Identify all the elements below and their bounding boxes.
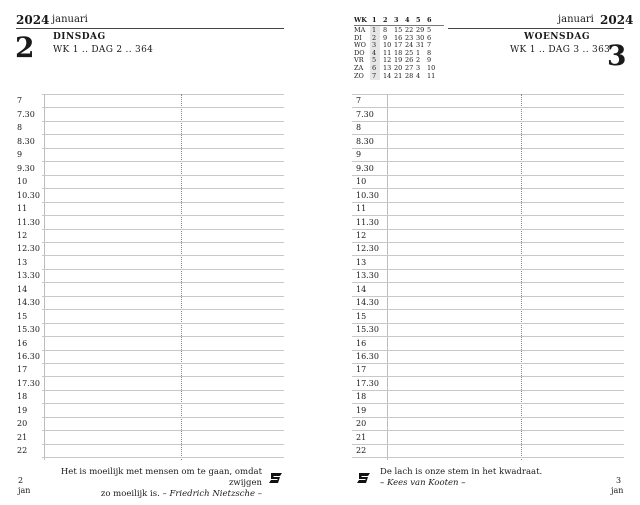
mini-calendar-date: 24 bbox=[405, 41, 414, 50]
mini-calendar-weekday: VR bbox=[354, 56, 364, 65]
mini-calendar-header-cell: 1 bbox=[372, 16, 377, 24]
right-time-label: 17.30 bbox=[356, 378, 379, 388]
right-row-line bbox=[352, 134, 624, 135]
left-day-name: DINSDAG bbox=[53, 32, 106, 42]
left-time-label: 17 bbox=[17, 365, 28, 375]
right-row-line bbox=[352, 175, 624, 176]
right-row-line bbox=[352, 296, 624, 297]
mini-calendar-date: 30 bbox=[416, 33, 425, 42]
left-time-label: 13 bbox=[17, 257, 28, 267]
right-row-line bbox=[352, 323, 624, 324]
left-row-line bbox=[42, 417, 284, 418]
mini-calendar-date: 1 bbox=[372, 26, 377, 34]
left-footer-month: jan bbox=[18, 486, 31, 495]
left-row-line bbox=[42, 296, 284, 297]
right-grid-divider bbox=[521, 94, 522, 460]
mini-calendar-date: 6 bbox=[372, 64, 377, 72]
right-time-label: 7 bbox=[356, 96, 362, 106]
left-time-label: 11.30 bbox=[17, 217, 40, 227]
left-time-label: 14 bbox=[17, 284, 28, 294]
right-row-line bbox=[352, 282, 624, 283]
mini-calendar-weekday: DO bbox=[354, 48, 365, 57]
left-row-line bbox=[42, 107, 284, 108]
left-time-label: 8 bbox=[17, 123, 23, 133]
left-time-label: 9.30 bbox=[17, 163, 35, 173]
left-time-label: 22 bbox=[17, 446, 28, 456]
right-row-line bbox=[352, 121, 624, 122]
left-week-line: WK 1 .. DAG 2 .. 364 bbox=[53, 45, 154, 55]
right-time-label: 13.30 bbox=[356, 271, 379, 281]
left-row-line bbox=[42, 350, 284, 351]
mini-calendar-date: 25 bbox=[405, 48, 414, 57]
mini-calendar-header-cell: 3 bbox=[394, 16, 399, 24]
left-quote-author: Friedrich Nietzsche bbox=[169, 489, 256, 499]
right-time-label: 15 bbox=[356, 311, 367, 321]
right-quote-author: – Kees van Kooten – bbox=[380, 478, 466, 488]
left-row-line bbox=[42, 363, 284, 364]
mini-calendar-date: 14 bbox=[383, 71, 392, 80]
right-row-line bbox=[352, 457, 624, 458]
left-row-line bbox=[42, 309, 284, 310]
mini-calendar-date: 10 bbox=[427, 64, 436, 72]
right-time-label: 14 bbox=[356, 284, 367, 294]
left-time-label: 10 bbox=[17, 177, 28, 187]
left-day-number: 2 bbox=[15, 31, 35, 64]
mini-calendar-date: 7 bbox=[427, 41, 432, 50]
left-grid-divider bbox=[181, 94, 182, 460]
right-time-label: 15.30 bbox=[356, 325, 379, 335]
mini-calendar-date: 18 bbox=[394, 48, 403, 57]
mini-calendar-date: 16 bbox=[394, 33, 403, 42]
mini-calendar-header-cell: 4 bbox=[405, 16, 410, 24]
mini-calendar-date: 2 bbox=[416, 56, 421, 65]
mini-calendar-date: 17 bbox=[394, 41, 403, 50]
right-time-label: 11.30 bbox=[356, 217, 379, 227]
right-row-line bbox=[352, 269, 624, 270]
right-row-line bbox=[352, 161, 624, 162]
left-time-label: 11 bbox=[17, 204, 28, 214]
left-time-label: 7.30 bbox=[17, 109, 35, 119]
mini-calendar-date: 8 bbox=[427, 48, 432, 57]
right-time-label: 12 bbox=[356, 230, 367, 240]
mini-calendar-date: 15 bbox=[394, 26, 403, 34]
right-quote bbox=[380, 467, 600, 489]
mini-calendar-date: 5 bbox=[372, 56, 377, 65]
left-row-line bbox=[42, 336, 284, 337]
left-row-line bbox=[42, 323, 284, 324]
right-time-label: 18 bbox=[356, 392, 367, 402]
right-time-label: 20 bbox=[356, 419, 367, 429]
mini-calendar-date: 31 bbox=[416, 41, 425, 50]
left-year: 2024 bbox=[16, 13, 50, 27]
left-time-label: 16.30 bbox=[17, 352, 40, 361]
mini-calendar-date: 10 bbox=[383, 41, 392, 50]
left-time-label: 10.30 bbox=[17, 190, 40, 200]
left-row-line bbox=[42, 215, 284, 216]
right-header-rule bbox=[448, 28, 624, 29]
mini-calendar-date: 23 bbox=[405, 33, 414, 42]
right-time-label: 16 bbox=[356, 338, 367, 348]
left-time-label: 12 bbox=[17, 230, 28, 240]
left-row-line bbox=[42, 390, 284, 391]
right-time-label: 8 bbox=[356, 123, 362, 133]
right-time-label: 16.30 bbox=[356, 352, 379, 361]
mini-calendar-date: 11 bbox=[427, 71, 436, 80]
mini-calendar-date: 4 bbox=[416, 71, 421, 80]
brand-logo-right-icon bbox=[356, 471, 372, 485]
right-grid-top bbox=[352, 94, 624, 95]
right-time-label: 19 bbox=[356, 405, 367, 415]
right-time-label: 8.30 bbox=[356, 136, 374, 146]
right-row-line bbox=[352, 215, 624, 216]
left-time-label: 19 bbox=[17, 405, 28, 415]
right-day-name: WOENSDAG bbox=[524, 32, 591, 42]
right-row-line bbox=[352, 403, 624, 404]
left-time-label: 15.30 bbox=[17, 325, 40, 335]
right-quote-line1: De lach is onze stem in het kwadraat. bbox=[380, 467, 543, 477]
left-row-line bbox=[42, 121, 284, 122]
right-footer-month: jan bbox=[611, 486, 624, 495]
right-footer-day: 3 bbox=[616, 476, 622, 485]
left-row-line bbox=[42, 148, 284, 149]
right-row-line bbox=[352, 390, 624, 391]
right-row-line bbox=[352, 363, 624, 364]
right-row-line bbox=[352, 148, 624, 149]
left-grid-margin bbox=[44, 94, 45, 460]
mini-calendar-date: 7 bbox=[372, 71, 377, 80]
left-month: januari bbox=[52, 14, 88, 25]
mini-calendar-weekday: DI bbox=[354, 33, 362, 42]
right-time-label: 11 bbox=[356, 204, 367, 214]
mini-calendar-date: 29 bbox=[416, 26, 425, 34]
mini-calendar-weekday: WO bbox=[354, 41, 367, 50]
mini-calendar-date: 22 bbox=[405, 26, 414, 34]
left-row-line bbox=[42, 282, 284, 283]
left-header-rule bbox=[16, 28, 284, 29]
right-row-line bbox=[352, 350, 624, 351]
mini-calendar-date: 9 bbox=[427, 56, 432, 65]
left-row-line bbox=[42, 229, 284, 230]
right-time-label: 12.30 bbox=[356, 244, 379, 254]
right-time-label: 17 bbox=[356, 365, 367, 375]
mini-calendar-date: 13 bbox=[383, 64, 392, 72]
right-year: 2024 bbox=[600, 13, 634, 27]
right-row-line bbox=[352, 188, 624, 189]
right-time-label: 10 bbox=[356, 177, 367, 187]
left-quote-line2 bbox=[52, 489, 262, 500]
left-time-label: 14.30 bbox=[17, 298, 40, 308]
mini-calendar-header-cell: 2 bbox=[383, 16, 388, 24]
left-row-line bbox=[42, 403, 284, 404]
left-row-line bbox=[42, 430, 284, 431]
mini-calendar-date: 4 bbox=[372, 48, 377, 57]
right-day-number: 3 bbox=[607, 39, 627, 72]
left-row-line bbox=[42, 376, 284, 377]
left-grid-top bbox=[42, 94, 284, 95]
brand-logo-left-icon bbox=[268, 471, 284, 485]
right-time-label: 21 bbox=[356, 432, 367, 442]
mini-calendar-weekday: MA bbox=[354, 26, 366, 34]
left-row-line bbox=[42, 134, 284, 135]
left-row-line bbox=[42, 269, 284, 270]
right-row-line bbox=[352, 202, 624, 203]
mini-calendar-date: 11 bbox=[383, 48, 392, 57]
left-footer-day: 2 bbox=[18, 476, 24, 485]
left-time-label: 13.30 bbox=[17, 271, 40, 281]
right-row-line bbox=[352, 336, 624, 337]
left-row-line bbox=[42, 161, 284, 162]
right-row-line bbox=[352, 444, 624, 445]
mini-calendar-date: 8 bbox=[383, 26, 388, 34]
mini-calendar-header-cell: WK bbox=[354, 16, 367, 24]
left-row-line bbox=[42, 202, 284, 203]
mini-calendar-date: 28 bbox=[405, 71, 414, 80]
left-time-label: 20 bbox=[17, 419, 28, 429]
left-row-line bbox=[42, 444, 284, 445]
left-row-line bbox=[42, 188, 284, 189]
mini-calendar-weekday: ZA bbox=[354, 64, 364, 72]
mini-calendar-date: 2 bbox=[372, 33, 377, 42]
mini-calendar-weekday: ZO bbox=[354, 71, 364, 80]
right-grid-margin bbox=[387, 94, 388, 460]
left-time-label: 8.30 bbox=[17, 136, 35, 146]
right-time-label: 9 bbox=[356, 150, 362, 160]
mini-calendar-header-cell: 6 bbox=[427, 16, 432, 24]
right-month: januari bbox=[558, 14, 594, 25]
left-time-label: 9 bbox=[17, 150, 23, 160]
mini-calendar-date: 6 bbox=[427, 33, 432, 42]
mini-calendar-date: 3 bbox=[372, 41, 377, 50]
mini-calendar-date: 1 bbox=[416, 48, 421, 57]
mini-calendar-date: 26 bbox=[405, 56, 414, 65]
left-time-label: 17.30 bbox=[17, 378, 40, 388]
right-time-label: 22 bbox=[356, 446, 367, 456]
right-row-line bbox=[352, 309, 624, 310]
mini-calendar-date: 27 bbox=[405, 64, 414, 72]
right-row-line bbox=[352, 242, 624, 243]
right-row-line bbox=[352, 430, 624, 431]
mini-calendar-date: 3 bbox=[416, 64, 421, 72]
mini-calendar-date: 20 bbox=[394, 64, 403, 72]
left-time-label: 15 bbox=[17, 311, 28, 321]
mini-calendar-date: 5 bbox=[427, 26, 432, 34]
left-time-label: 12.30 bbox=[17, 244, 40, 254]
left-row-line bbox=[42, 255, 284, 256]
right-time-label: 14.30 bbox=[356, 298, 379, 308]
right-time-label: 9.30 bbox=[356, 163, 374, 173]
mini-calendar bbox=[354, 17, 446, 79]
left-quote-line2-text: zo moeilijk is. – bbox=[100, 489, 167, 499]
left-quote-line1: Het is moeilijk met mensen om te gaan, omdat zwijgen bbox=[60, 467, 262, 488]
mini-calendar-header-cell: 5 bbox=[416, 16, 421, 24]
left-quote-end: – bbox=[255, 489, 262, 499]
right-row-line bbox=[352, 255, 624, 256]
left-row-line bbox=[42, 242, 284, 243]
mini-calendar-date: 12 bbox=[383, 56, 392, 65]
right-time-label: 7.30 bbox=[356, 109, 374, 119]
left-time-label: 18 bbox=[17, 392, 28, 402]
right-row-line bbox=[352, 107, 624, 108]
right-time-label: 13 bbox=[356, 257, 367, 267]
right-week-line: WK 1 .. DAG 3 .. 363 bbox=[510, 45, 611, 55]
left-time-label: 21 bbox=[17, 432, 28, 442]
mini-calendar-date: 9 bbox=[383, 33, 388, 42]
mini-calendar-date: 19 bbox=[394, 56, 403, 65]
right-row-line bbox=[352, 229, 624, 230]
right-time-label: 10.30 bbox=[356, 190, 379, 200]
right-row-line bbox=[352, 376, 624, 377]
left-time-label: 7 bbox=[17, 96, 23, 106]
left-time-label: 16 bbox=[17, 338, 28, 348]
left-quote bbox=[52, 467, 262, 500]
right-row-line bbox=[352, 417, 624, 418]
mini-calendar-date: 21 bbox=[394, 71, 403, 80]
left-row-line bbox=[42, 175, 284, 176]
left-row-line bbox=[42, 457, 284, 458]
